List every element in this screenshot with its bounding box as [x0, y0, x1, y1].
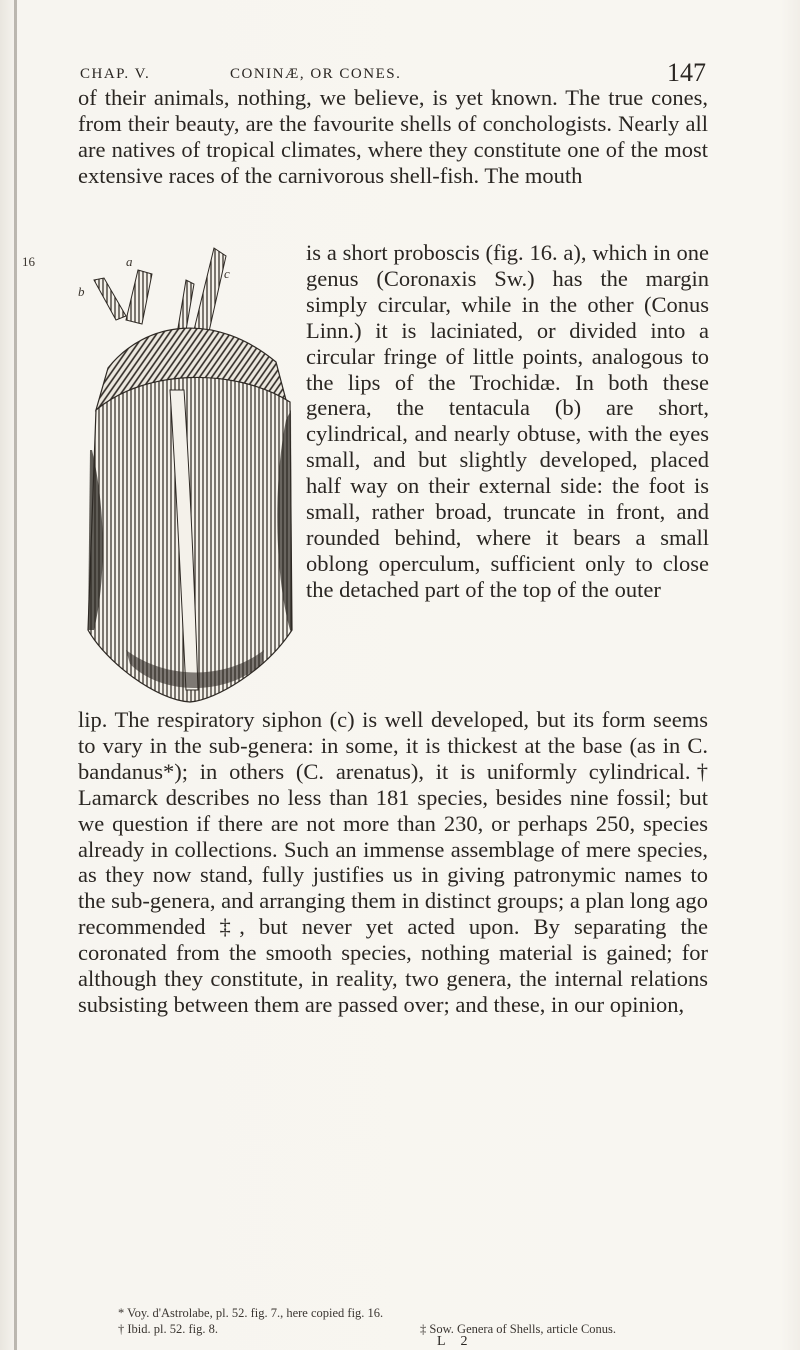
page-gutter	[14, 0, 17, 1350]
footnotes	[118, 1305, 728, 1337]
body-text-beside-figure	[306, 240, 709, 603]
siphon-shape	[194, 248, 226, 336]
tentacle-shape	[94, 278, 126, 320]
signature-mark: L 2	[437, 1334, 474, 1349]
footnote-double-dagger: ‡ Sow. Genera of Shells, article Conus.	[420, 1322, 617, 1336]
figure-number: 16	[22, 254, 35, 269]
label-a: a	[126, 254, 133, 269]
paragraph-bottom: lip. The respiratory siphon (c) is well developed, but its form seems to vary in the sub-genera: in some, it is thickest at the base (as in C. bandanus*); in others (C. arenatus), it is uniformly cylindrical.† Lamarck describes no less than 181 species, besides nine fossil; but we question if there are not more than 230, or perhaps 250, species already in collections. Such an immense assemblage of mere species, as they now stand, fully justifies us in giving patronymic names to the sub-genera, and arranging them in distinct groups; a plan long ago recommended ‡, but never yet acted upon. By separating the coronated from the smooth species, nothing material is gained; for although they constitute, in reality, two genera, the internal relations subsisting between them are passed over; and these, in our opinion,	[78, 707, 708, 1017]
page-number: 147	[667, 58, 706, 87]
cone-animal-figure	[22, 250, 300, 705]
paragraph-right: is a short proboscis (fig. 16. a), which in one genus (Coronaxis Sw.) has the margin simply circular, while in the other (Conus Linn.) it is laciniated, or divided into a circular fringe of little points, analogous to the lips of the Trochidæ. In both these genera, the tentacula (b) are short, cylindrical, and nearly obtuse, with the eyes small, and but slightly developed, placed half way on their external side: the foot is small, rather broad, truncate in front, and rounded behind, where it bears a small oblong operculum, sufficient only to close the detached part of the top of the outer	[306, 240, 709, 602]
cone-shell-illustration	[22, 250, 300, 705]
body-text-bottom	[78, 707, 708, 1018]
footnote-row-1	[118, 1305, 728, 1321]
running-title: CONINÆ, OR CONES.	[230, 66, 402, 82]
paragraph-top: of their animals, nothing, we believe, is yet known. The true cones, from their beauty, are the favourite shells of conchologists. Nearly all are natives of tropical climates, where they constitute one of the most extensive races of the carnivorous shell-fish. The mouth	[78, 85, 708, 188]
footnote-row-2	[118, 1321, 728, 1337]
label-b: b	[78, 284, 85, 299]
body-text-top	[78, 85, 708, 189]
proboscis-shape	[126, 270, 152, 324]
chapter-label: CHAP. V.	[80, 66, 151, 82]
footnote-dagger: † Ibid. pl. 52. fig. 8.	[118, 1322, 218, 1336]
label-c: c	[224, 266, 230, 281]
footnote-star: * Voy. d'Astrolabe, pl. 52. fig. 7., here copied fig. 16.	[118, 1306, 384, 1320]
